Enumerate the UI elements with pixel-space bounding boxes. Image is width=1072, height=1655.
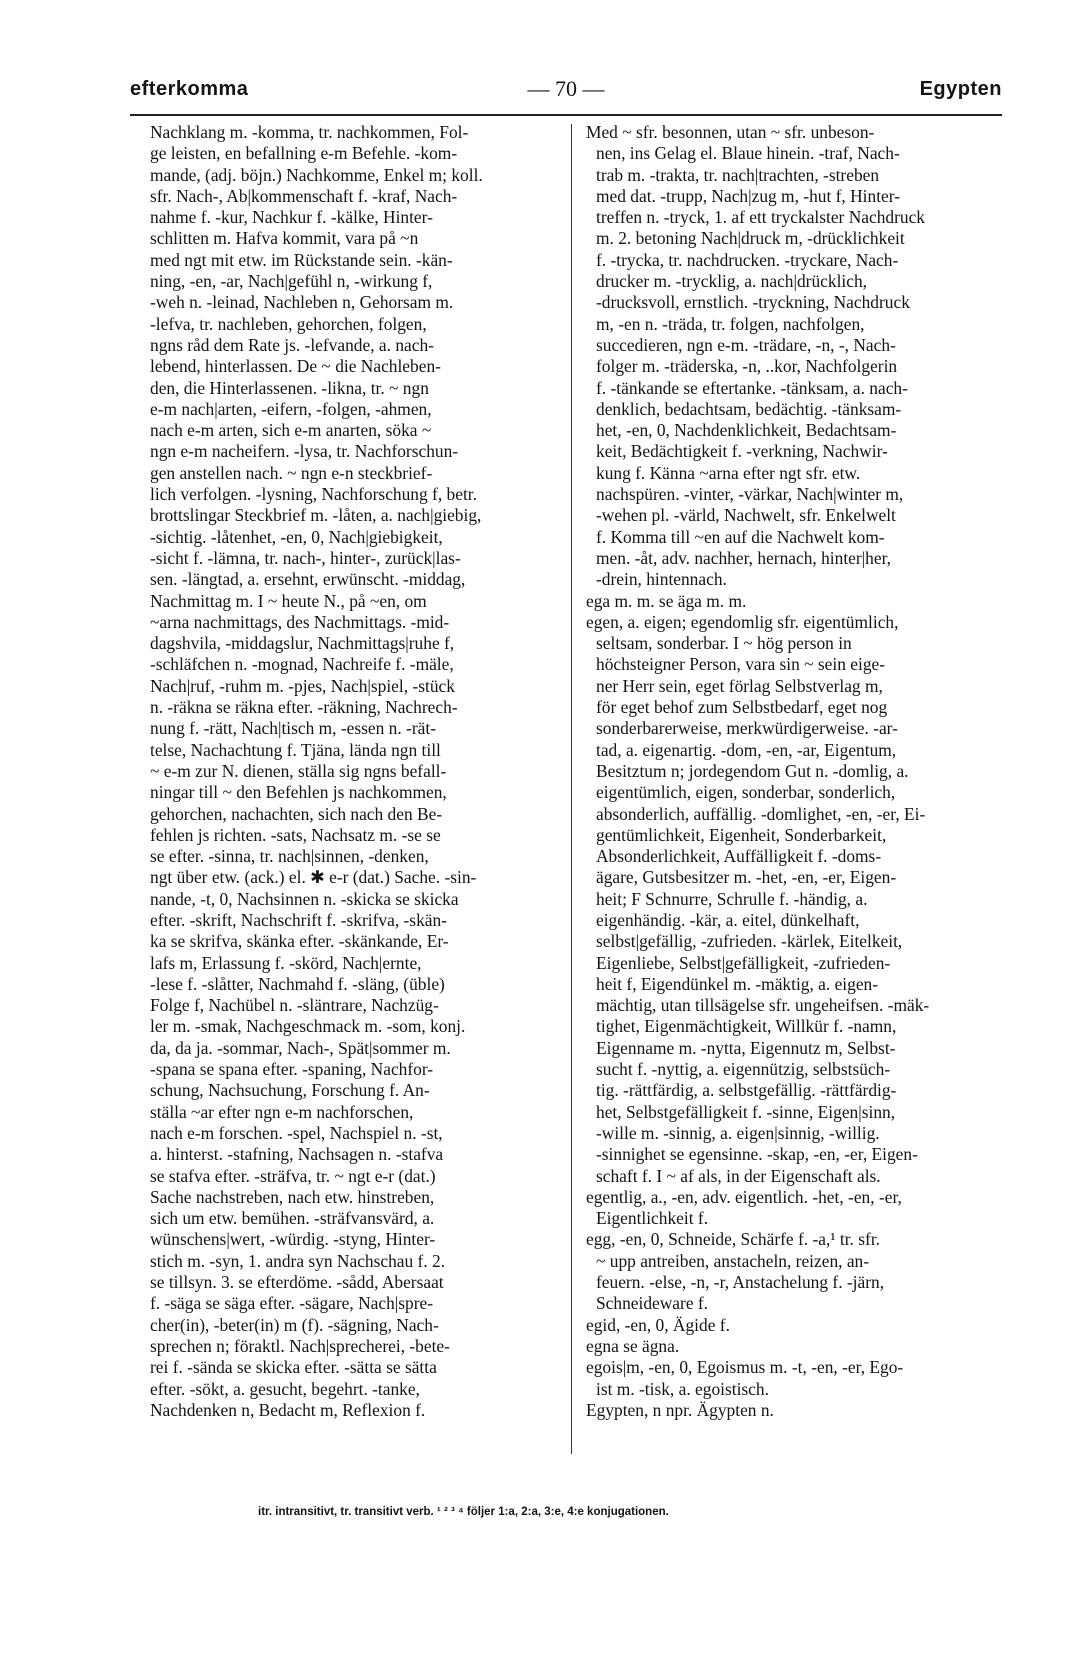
entry-line: egen, a. eigen; egendomlig sfr. eigentümlich, bbox=[586, 611, 899, 632]
entry-line: mächtig, utan tillsägelse sfr. ungeheifsen. -mäk- bbox=[596, 995, 930, 1016]
entry-line: sfr. Nach-, Ab|kommenschaft f. -kraf, Nach- bbox=[150, 185, 458, 206]
entry-line: ngns råd dem Rate js. -lefvande, a. nach- bbox=[150, 334, 434, 355]
entry-line: het, -en, 0, Nachdenklichkeit, Bedachtsam- bbox=[596, 420, 897, 441]
entry-line: folger m. -träderska, -n, ..kor, Nachfolgerin bbox=[596, 356, 898, 377]
entry-line: succedieren, ngn e-m. -trädare, -n, -, Nach- bbox=[596, 334, 896, 355]
entry-line: se tillsyn. 3. se efterdöme. -sådd, Abersaat bbox=[150, 1272, 444, 1293]
entry-line: m. 2. betoning Nach|druck m, -drücklichkeit bbox=[596, 228, 905, 249]
entry-line: ngn e-m nacheifern. -lysa, tr. Nachforschun- bbox=[150, 441, 459, 462]
entry-line: gentümlichkeit, Eigenheit, Sonderbarkeit, bbox=[596, 824, 887, 845]
left-column bbox=[150, 122, 566, 1421]
entry-line: Schneideware f. bbox=[596, 1293, 709, 1314]
entry-line: wünschens|wert, -würdig. -styng, Hinter- bbox=[150, 1229, 436, 1250]
entry-line: mande, (adj. böjn.) Nachkomme, Enkel m; koll. bbox=[150, 164, 483, 185]
entry-line: sen. -längtad, a. ersehnt, erwünscht. -middag, bbox=[150, 569, 466, 590]
entry-line: eigentümlich, eigen, sonderbar, sonderlich, bbox=[596, 782, 896, 803]
entry-line: ler m. -smak, Nachgeschmack m. -som, konj. bbox=[150, 1016, 466, 1037]
entry-line: Absonderlichkeit, Auffälligkeit f. -doms- bbox=[596, 846, 882, 867]
entry-line: sonderbarerweise, merkwürdigerweise. -ar- bbox=[596, 718, 898, 739]
entry-line: se efter. -sinna, tr. nach|sinnen, -denken, bbox=[150, 846, 429, 867]
entry-line: nande, -t, 0, Nachsinnen n. -skicka se skicka bbox=[150, 888, 459, 909]
entry-line: seltsam, sonderbar. I ~ hög person in bbox=[596, 633, 852, 654]
entry-line: men. -åt, adv. nachher, hernach, hinter|her, bbox=[596, 547, 892, 568]
entry-line: Folge f, Nachübel n. -släntrare, Nachzüg- bbox=[150, 995, 439, 1016]
entry-line: ~ upp antreiben, anstacheln, reizen, an- bbox=[596, 1250, 870, 1271]
entry-line: med ngt mit etw. im Rückstande sein. -kän- bbox=[150, 249, 453, 270]
entry-line: se stafva efter. -sträfva, tr. ~ ngt e-r (dat.) bbox=[150, 1165, 436, 1186]
header-left-guideword: efterkomma bbox=[130, 78, 249, 100]
entry-line: f. Komma till ~en auf die Nachwelt kom- bbox=[596, 526, 885, 547]
entry-line: egois|m, -en, 0, Egoismus m. -t, -en, -er, Ego- bbox=[586, 1357, 904, 1378]
entry-line: n. -räkna se räkna efter. -räkning, Nachrech- bbox=[150, 697, 458, 718]
entry-line: -drein, hintennach. bbox=[596, 569, 727, 590]
entry-line: schlitten m. Hafva kommit, vara på ~n bbox=[150, 228, 419, 249]
entry-line: -sichtig. -låtenhet, -en, 0, Nach|giebigkeit, bbox=[150, 526, 443, 547]
entry-line: lebend, hinterlassen. De ~ die Nachleben- bbox=[150, 356, 441, 377]
entry-line: den, die Hinterlassenen. -likna, tr. ~ ngn bbox=[150, 377, 429, 398]
entry-line: -sinnighet se egensinne. -skap, -en, -er, Eigen- bbox=[596, 1144, 918, 1165]
footer-abbreviations: itr. intransitivt, tr. transitivt verb. ¹ ² ³ ⁴ följer 1:a, 2:a, 3:e, 4:e konjugationen. bbox=[258, 1506, 669, 1518]
entry-line: het, Selbstgefälligkeit f. -sinne, Eigen|sinn, bbox=[596, 1101, 896, 1122]
entry-line: -sicht f. -lämna, tr. nach-, hinter-, zurück|las- bbox=[150, 547, 461, 568]
entry-line: -weh n. -leinad, Nachleben n, Gehorsam m. bbox=[150, 292, 454, 313]
entry-line: tig. -rättfärdig, a. selbstgefällig. -rättfärdig- bbox=[596, 1080, 897, 1101]
entry-line: ega m. m. se äga m. m. bbox=[586, 590, 747, 611]
entry-line: schung, Nachsuchung, Forschung f. An- bbox=[150, 1080, 430, 1101]
entry-line: lafs m, Erlassung f. -skörd, Nach|ernte, bbox=[150, 952, 422, 973]
entry-line: -lese f. -slåtter, Nachmahd f. -släng, (üble) bbox=[150, 973, 445, 994]
entry-line: a. hinterst. -stafning, Nachsagen n. -stafva bbox=[150, 1144, 444, 1165]
entry-line: ningar till ~ den Befehlen js nachkommen, bbox=[150, 782, 447, 803]
entry-line: f. -tänkande se eftertanke. -tänksam, a. nach- bbox=[596, 377, 908, 398]
entry-line: heit f, Eigendünkel m. -mäktig, a. eigen- bbox=[596, 973, 879, 994]
entry-line: Besitztum n; jordegendom Gut n. -domlig, a. bbox=[596, 760, 909, 781]
column-divider bbox=[571, 124, 572, 1454]
entry-line: ist m. -tisk, a. egoistisch. bbox=[596, 1378, 769, 1399]
right-column bbox=[586, 122, 1002, 1421]
entry-line: tad, a. eigenartig. -dom, -en, -ar, Eigentum, bbox=[596, 739, 897, 760]
entry-line: lich verfolgen. -lysning, Nachforschung f, betr. bbox=[150, 484, 477, 505]
page-number: — 70 — bbox=[527, 76, 605, 101]
entry-line: Nach|ruf, -ruhm m. -pjes, Nach|spiel, -stück bbox=[150, 675, 455, 696]
entry-line: höchsteigner Person, vara sin ~ sein eige- bbox=[596, 654, 886, 675]
entry-line: eigenhändig. -kär, a. eitel, dünkelhaft, bbox=[596, 909, 860, 930]
entry-line: egna se ägna. bbox=[586, 1335, 680, 1356]
entry-line: -schläfchen n. -mognad, Nachreife f. -mäle, bbox=[150, 654, 454, 675]
entry-line: Sache nachstreben, nach etw. hinstreben, bbox=[150, 1186, 435, 1207]
entry-line: för eget behof zum Selbstbedarf, eget nog bbox=[596, 697, 888, 718]
entry-line: nahme f. -kur, Nachkur f. -kälke, Hinter- bbox=[150, 207, 433, 228]
entry-line: -drucksvoll, ernstlich. -tryckning, Nachdruck bbox=[596, 292, 910, 313]
entry-line: nen, ins Gelag el. Blaue hinein. -traf, Nach- bbox=[596, 143, 900, 164]
entry-line: Nachmittag m. I ~ heute N., på ~en, om bbox=[150, 590, 427, 611]
entry-line: ning, -en, -ar, Nach|gefühl n, -wirkung f, bbox=[150, 271, 433, 292]
entry-line: tighet, Eigenmächtigkeit, Willkür f. -namn, bbox=[596, 1016, 897, 1037]
entry-line: schaft f. I ~ af als, in der Eigenschaft als. bbox=[596, 1165, 881, 1186]
entry-line: f. -säga se säga efter. -sägare, Nach|spre- bbox=[150, 1293, 434, 1314]
entry-line: -spana se spana efter. -spaning, Nachfor- bbox=[150, 1059, 434, 1080]
entry-line: ge leisten, en befallning e-m Befehle. -kom- bbox=[150, 143, 458, 164]
entry-line: ställa ~ar efter ngn e-m nachforschen, bbox=[150, 1101, 414, 1122]
entry-line: dagshvila, -middagslur, Nachmittags|ruhe f, bbox=[150, 633, 455, 654]
entry-line: Eigenliebe, Selbst|gefälligkeit, -zufrieden- bbox=[596, 952, 891, 973]
entry-line: ~arna nachmittags, des Nachmittags. -mid- bbox=[150, 611, 450, 632]
entry-line: Egypten, n npr. Ägypten n. bbox=[586, 1399, 774, 1420]
entry-line: egg, -en, 0, Schneide, Schärfe f. -a,¹ tr. sfr. bbox=[586, 1229, 880, 1250]
entry-line: -lefva, tr. nachleben, gehorchen, folgen, bbox=[150, 313, 427, 334]
entry-line: egentlig, a., -en, adv. eigentlich. -het, -en, -er, bbox=[586, 1186, 902, 1207]
entry-line: ~ e-m zur N. dienen, ställa sig ngns befall- bbox=[150, 760, 447, 781]
entry-line: rei f. -sända se skicka efter. -sätta se sätta bbox=[150, 1357, 437, 1378]
entry-line: trab m. -trakta, tr. nach|trachten, -streben bbox=[596, 164, 880, 185]
entry-line: stich m. -syn, 1. andra syn Nachschau f. 2. bbox=[150, 1250, 446, 1271]
entry-line: -wehen pl. -värld, Nachwelt, sfr. Enkelwelt bbox=[596, 505, 896, 526]
header-rule bbox=[130, 114, 1002, 116]
entry-line: med dat. -trupp, Nach|zug m, -hut f, Hinter- bbox=[596, 185, 900, 206]
entry-line: gen anstellen nach. ~ ngn e-n steckbrief- bbox=[150, 462, 433, 483]
entry-line: brottslingar Steckbrief m. -låten, a. nach|giebig, bbox=[150, 505, 482, 526]
entry-line: drucker m. -trycklig, a. nach|drücklich, bbox=[596, 271, 867, 292]
entry-line: fehlen js richten. -sats, Nachsatz m. -se se bbox=[150, 824, 441, 845]
entry-line: telse, Nachachtung f. Tjäna, lända ngn till bbox=[150, 739, 441, 760]
entry-line: nung f. -rätt, Nach|tisch m, -essen n. -rät- bbox=[150, 718, 436, 739]
entry-line: sprechen n; föraktl. Nach|sprecherei, -bete- bbox=[150, 1335, 450, 1356]
header-right-guideword: Egypten bbox=[919, 78, 1002, 100]
entry-line: efter. -sökt, a. gesucht, begehrt. -tanke, bbox=[150, 1378, 420, 1399]
entry-line: denklich, bedachtsam, bedächtig. -tänksam- bbox=[596, 398, 902, 419]
entry-line: Eigentlichkeit f. bbox=[596, 1208, 709, 1229]
entry-line: Eigenname m. -nytta, Eigennutz m, Selbst- bbox=[596, 1037, 896, 1058]
entry-line: nachspüren. -vinter, -värkar, Nach|winter m, bbox=[596, 484, 904, 505]
entry-line: ka se skrifva, skänka efter. -skänkande, Er- bbox=[150, 931, 449, 952]
entry-line: heit; F Schnurre, Schrulle f. -händig, a. bbox=[596, 888, 868, 909]
entry-line: e-m nach|arten, -eifern, -folgen, -ahmen, bbox=[150, 398, 432, 419]
entry-line: m, -en n. -träda, tr. folgen, nachfolgen, bbox=[596, 313, 865, 334]
entry-line: treffen n. -tryck, 1. af ett tryckalster Nachdruck bbox=[596, 207, 925, 228]
entry-line: da, da ja. -sommar, Nach-, Spät|sommer m. bbox=[150, 1037, 451, 1058]
entry-line: ner Herr sein, eget förlag Selbstverlag m, bbox=[596, 675, 883, 696]
entry-line: ägare, Gutsbesitzer m. -het, -en, -er, Eigen- bbox=[596, 867, 897, 888]
entry-line: efter. -skrift, Nachschrift f. -skrifva, -skän- bbox=[150, 909, 447, 930]
entry-line: selbst|gefällig, -zufrieden. -kärlek, Eitelkeit, bbox=[596, 931, 903, 952]
entry-line: kung f. Känna ~arna efter ngt sfr. etw. bbox=[596, 462, 861, 483]
entry-line: egid, -en, 0, Ägide f. bbox=[586, 1314, 730, 1335]
entry-line: sucht f. -nyttig, a. eigennützig, selbstsüch- bbox=[596, 1059, 891, 1080]
entry-line: gehorchen, nachachten, sich nach den Be- bbox=[150, 803, 443, 824]
entry-line: Med ~ sfr. besonnen, utan ~ sfr. unbeson- bbox=[586, 122, 875, 142]
entry-line: keit, Bedächtigkeit f. -verkning, Nachwir- bbox=[596, 441, 888, 462]
page-header bbox=[130, 72, 1002, 106]
entry-line: f. -trycka, tr. nachdrucken. -tryckare, Nach- bbox=[596, 249, 899, 270]
entry-line: nach e-m arten, sich e-m anarten, söka ~ bbox=[150, 420, 432, 441]
entry-line: -wille m. -sinnig, a. eigen|sinnig, -willig. bbox=[596, 1122, 880, 1143]
entry-line: ngt über etw. (ack.) el. ✱ e-r (dat.) Sache. -sin- bbox=[150, 867, 477, 888]
entry-line: Nachklang m. -komma, tr. nachkommen, Fol- bbox=[150, 122, 469, 142]
entry-line: feuern. -else, -n, -r, Anstachelung f. -järn, bbox=[596, 1272, 885, 1293]
entry-line: cher(in), -beter(in) m (f). -sägning, Nach- bbox=[150, 1314, 439, 1335]
entry-line: absonderlich, auffällig. -domlighet, -en, -er, Ei- bbox=[596, 803, 926, 824]
entry-line: nach e-m forschen. -spel, Nachspiel n. -st, bbox=[150, 1122, 443, 1143]
entry-line: Nachdenken n, Bedacht m, Reflexion f. bbox=[150, 1399, 426, 1420]
entry-line: sich um etw. bemühen. -sträfvansvärd, a. bbox=[150, 1208, 435, 1229]
